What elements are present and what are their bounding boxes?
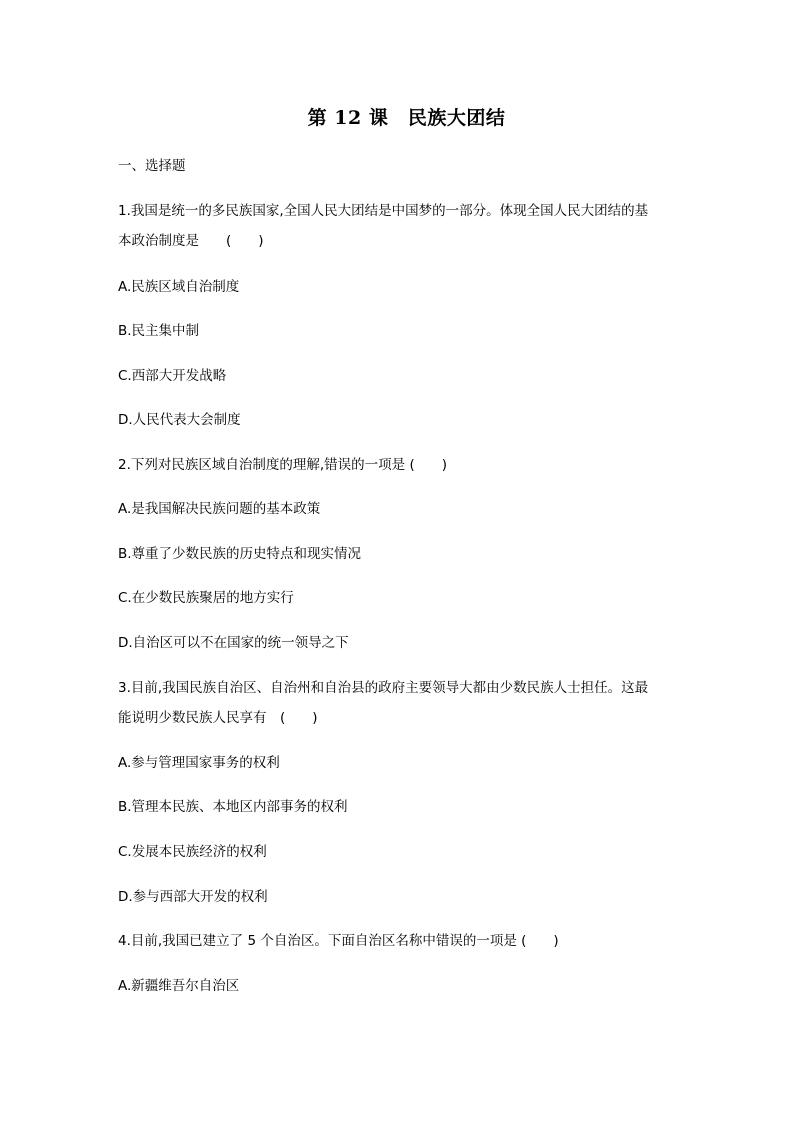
question-1-option-a: A.民族区域自治制度 [118,279,240,295]
question-1-option-d: D.人民代表大会制度 [118,412,241,428]
question-2-option-b: B.尊重了少数民族的历史特点和现实情况 [118,546,362,562]
question-3-option-a: A.参与管理国家事务的权利 [118,755,280,771]
section-heading: 一、选择题 [118,158,186,174]
question-3-stem-line-2: 能说明少数民族人民享有 ( ) [118,710,318,726]
question-1-stem-line-1: 1.我国是统一的多民族国家,全国人民大团结是中国梦的一部分。体现全国人民大团结的基 [118,203,649,219]
question-2-option-d: D.自治区可以不在国家的统一领导之下 [118,635,349,651]
question-4-stem-line-1: 4.目前,我国已建立了 5 个自治区。下面自治区名称中错误的一项是 ( ) [118,933,559,949]
question-1-option-b: B.民主集中制 [118,323,200,339]
question-2-option-a: A.是我国解决民族问题的基本政策 [118,501,321,517]
question-3-option-d: D.参与西部大开发的权利 [118,889,268,905]
question-1-stem-line-2: 本政治制度是 ( ) [118,233,264,249]
question-4-option-a: A.新疆维吾尔自治区 [118,978,240,994]
question-2-option-c: C.在少数民族聚居的地方实行 [118,590,294,606]
page-title: 第 12 课 民族大团结 [307,107,506,129]
question-2-stem-line-1: 2.下列对民族区域自治制度的理解,错误的一项是 ( ) [118,457,447,473]
question-3-stem-line-1: 3.目前,我国民族自治区、自治州和自治县的政府主要领导大都由少数民族人士担任。这最 [118,680,649,696]
question-1-option-c: C.西部大开发战略 [118,368,227,384]
question-3-option-c: C.发展本民族经济的权利 [118,844,267,860]
question-3-option-b: B.管理本民族、本地区内部事务的权利 [118,799,348,815]
